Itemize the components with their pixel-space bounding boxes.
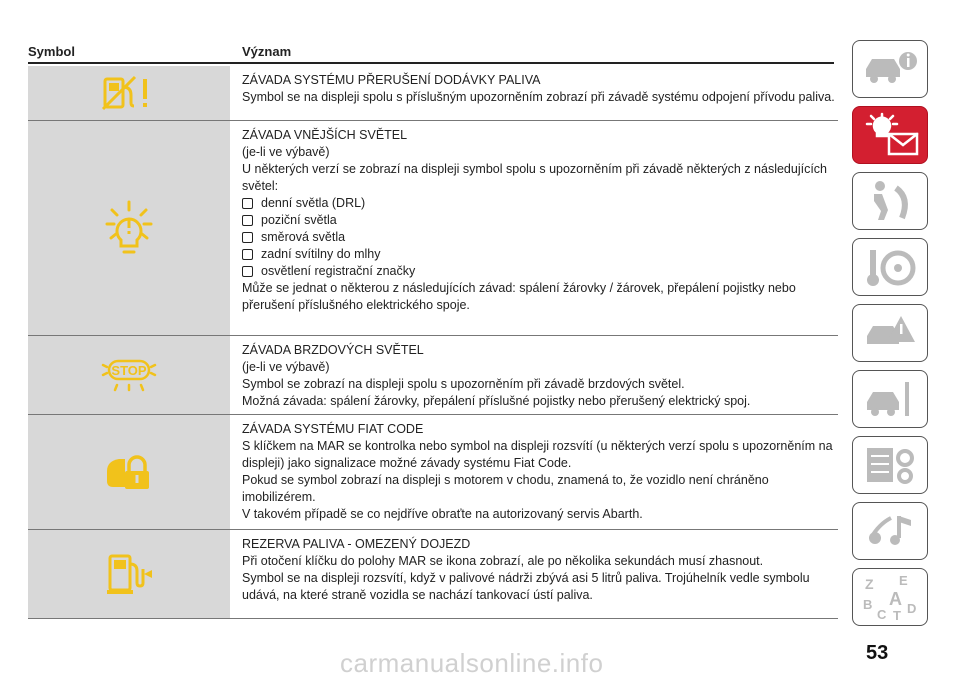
svg-text:C: C [877, 607, 887, 621]
fuel-reserve-icon [104, 552, 154, 596]
specs-gear-icon [861, 442, 919, 488]
meaning-cell [242, 421, 838, 523]
tab-safety[interactable] [852, 172, 928, 230]
checkbox-bullet-icon [242, 215, 253, 226]
table-row [28, 336, 838, 415]
row-text: S klíčkem na MAR se kontrolka nebo symbol na displeji rozsvítí (u některých verzí spolu s upozorněním na displeji) jako signalizace možné závady systému Fiat Code. [242, 439, 833, 470]
tab-maintenance[interactable] [852, 370, 928, 428]
svg-text:STOP: STOP [111, 363, 147, 378]
meaning-cell [242, 72, 838, 106]
row-text: V takovém případě se co nejdříve obraťte na autorizovaný servis Abarth. [242, 507, 643, 521]
fiat-code-lock-icon [103, 451, 155, 493]
tab-index[interactable] [852, 568, 928, 626]
row-text: Může se jednat o některou z následujících závad: spálení žárovky / žárovek, přepálení pojistky nebo přerušení příslušného elektrického spoje. [242, 281, 796, 312]
table-row [28, 66, 838, 121]
row-title: ZÁVADA SYSTÉMU FIAT CODE [242, 422, 424, 436]
row-text: Symbol se na displeji spolu s příslušným upozorněním zobrazí při závadě systému odpojení přívodu paliva. [242, 90, 835, 104]
airbag-seat-icon [862, 178, 918, 224]
alphabet-index-icon [859, 573, 921, 621]
brake-lights-stop-icon [99, 355, 159, 395]
car-info-icon [860, 49, 920, 89]
list-item: osvětlení registrační značky [242, 263, 838, 280]
checkbox-bullet-icon [242, 232, 253, 243]
row-title: ZÁVADA SYSTÉMU PŘERUŠENÍ DODÁVKY PALIVA [242, 73, 541, 87]
table-row [28, 530, 838, 619]
list-item: zadní svítilny do mlhy [242, 246, 838, 263]
symbol-cell [28, 415, 230, 529]
svg-text:E: E [899, 573, 908, 588]
page-number: 53 [866, 642, 889, 664]
meaning-cell [242, 536, 838, 604]
meaning-cell [242, 127, 838, 314]
row-title: ZÁVADA VNĚJŠÍCH SVĚTEL [242, 128, 408, 142]
watermark: carmanualsonline.info [340, 648, 604, 678]
svg-text:Z: Z [865, 576, 874, 592]
accident-icon [861, 310, 919, 356]
fuel-cut-warning-icon [101, 73, 157, 113]
exterior-lights-fault-icon [99, 198, 159, 258]
checkbox-bullet-icon [242, 266, 253, 277]
row-text: Při otočení klíčku do polohy MAR se ikona zobrazí, ale po několika sekundách musí zhasnout. [242, 554, 764, 568]
list-item: poziční světla [242, 212, 838, 229]
symbol-cell [28, 336, 230, 414]
checkbox-bullet-icon [242, 249, 253, 260]
table-row [28, 415, 838, 530]
symbol-cell [28, 121, 230, 335]
tab-specs[interactable] [852, 436, 928, 494]
svg-text:B: B [863, 597, 873, 612]
header-meaning: Význam [242, 44, 292, 59]
table-row [28, 121, 838, 336]
row-text: (je-li ve výbavě) [242, 360, 330, 374]
meaning-cell [242, 342, 838, 410]
checkbox-bullet-icon [242, 198, 253, 209]
tab-starting[interactable] [852, 238, 928, 296]
tab-emergency[interactable] [852, 304, 928, 362]
multimedia-icon [861, 508, 919, 554]
tab-car-info[interactable] [852, 40, 928, 98]
car-wrench-icon [861, 376, 919, 422]
list-item: směrová světla [242, 229, 838, 246]
warning-light-mail-icon [859, 112, 921, 158]
table-header [28, 42, 834, 64]
row-title: ZÁVADA BRZDOVÝCH SVĚTEL [242, 343, 424, 357]
header-symbol: Symbol [28, 44, 75, 59]
symbol-cell [28, 530, 230, 618]
tab-warnings[interactable] [852, 106, 928, 164]
list-item: denní světla (DRL) [242, 195, 838, 212]
key-steering-icon [862, 244, 918, 290]
svg-text:A: A [889, 589, 902, 609]
row-text: U některých verzí se zobrazí na displeji symbol spolu s upozorněním při závadě některých z následujících světel: [242, 162, 828, 193]
row-title: REZERVA PALIVA - OMEZENÝ DOJEZD [242, 537, 471, 551]
row-text: Pokud se symbol zobrazí na displeji s motorem v chodu, znamená to, že vozidlo není chráněno imobilizérem. [242, 473, 769, 504]
svg-text:D: D [907, 601, 917, 616]
row-text: (je-li ve výbavě) [242, 145, 330, 159]
row-text: Možná závada: spálení žárovky, přepálení příslušné pojistky nebo přerušený elektrický spoj. [242, 394, 751, 408]
row-text: Symbol se na displeji rozsvítí, když v palivové nádrži zbývá asi 5 litrů paliva. Trojúhelník vedle symbolu udává, na které straně vozidla se nachází tankovací ústí paliva. [242, 571, 810, 602]
svg-text:T: T [893, 608, 901, 621]
tab-multimedia[interactable] [852, 502, 928, 560]
row-text: Symbol se zobrazí na displeji spolu s upozorněním při závadě brzdových světel. [242, 377, 685, 391]
symbol-cell [28, 66, 230, 120]
